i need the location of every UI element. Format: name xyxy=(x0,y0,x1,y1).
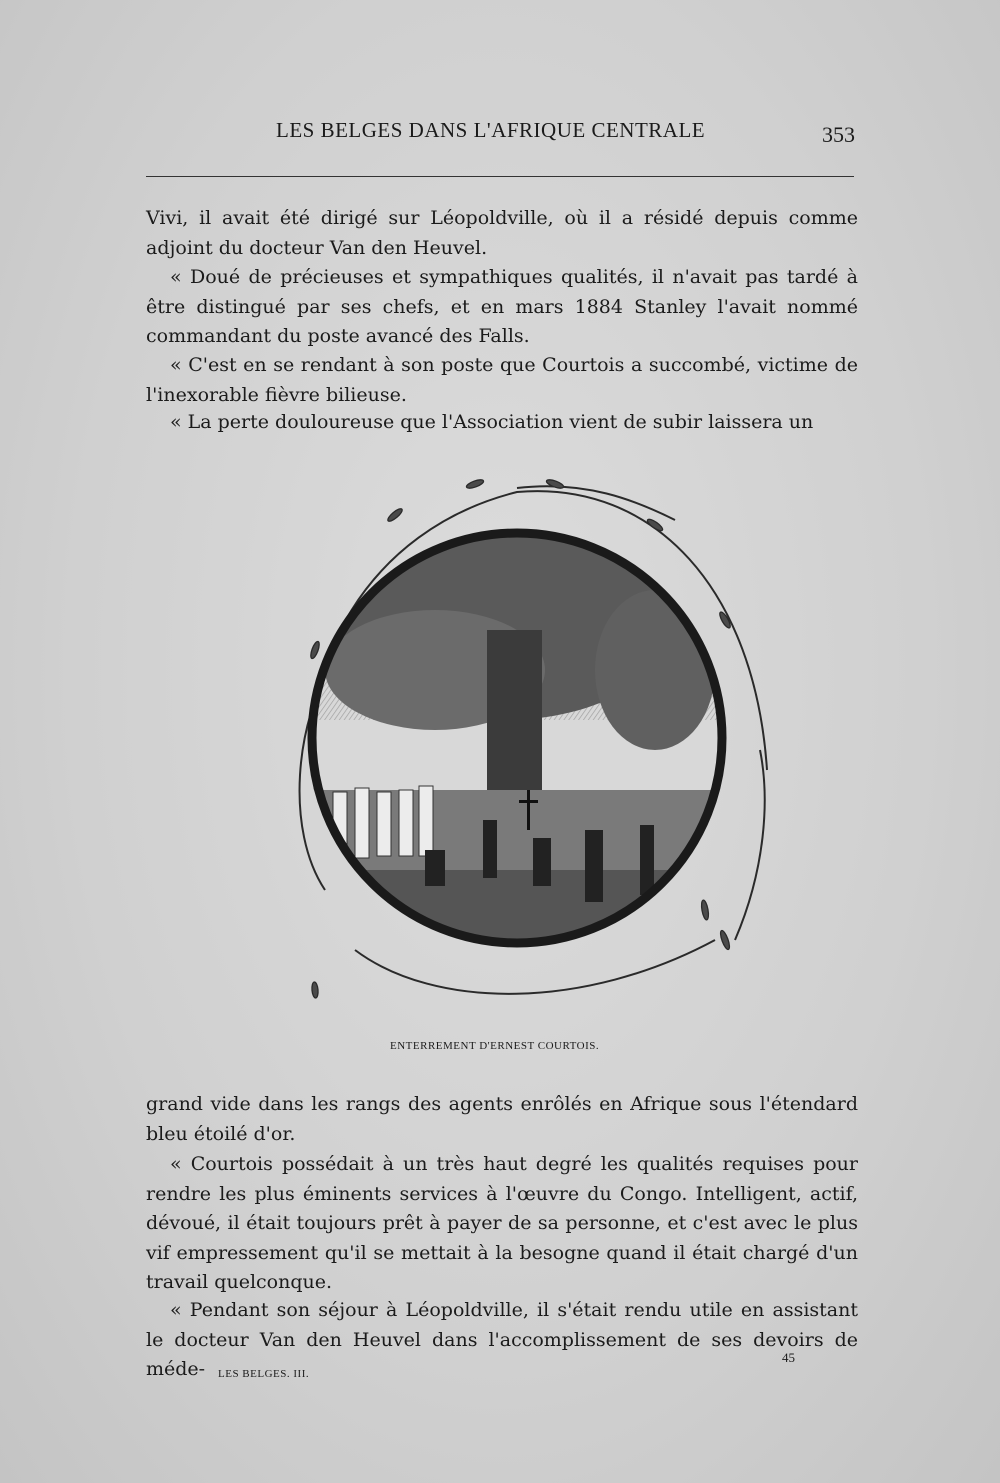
engraving-illustration xyxy=(255,470,775,1015)
running-title: LES BELGES DANS L'AFRIQUE CENTRALE xyxy=(276,118,706,142)
header-rule xyxy=(146,176,854,177)
footer-signature: LES BELGES. III. xyxy=(218,1368,310,1380)
paragraph: « Pendant son séjour à Léopoldville, il s'était rendu utile en assistant le docteur Van den Heuvel dans l'accomplissement de ses devoirs de méde- xyxy=(146,1299,858,1380)
paragraph: « La perte douloureuse que l'Association vient de subir laissera un xyxy=(170,411,814,433)
paragraph: « Doué de précieuses et sympathiques qualités, il n'avait pas tardé à être distingué par ses chefs, et en mars 1884 Stanley l'avait nommé commandant du poste avancé des Falls. xyxy=(146,266,858,347)
paragraph: « Courtois possédait à un très haut degré les qualités requises pour rendre les plus éminents services à l'œuvre du Congo. Intelligent, actif, dévoué, il était toujours prêt à payer de sa personne, et c'est avec le plus vif empressement qu'il se mettait à la besogne quand il était chargé d'un travail quelconque. xyxy=(146,1153,858,1293)
paragraph: Vivi, il avait été dirigé sur Léopoldville, où il a résidé depuis comme adjoint du docteur Van den Heuvel. xyxy=(146,207,858,259)
page-number: 353 xyxy=(822,122,855,147)
sheet-number: 45 xyxy=(782,1350,795,1365)
paragraph: grand vide dans les rangs des agents enrôlés en Afrique sous l'étendard bleu étoilé d'or. xyxy=(146,1093,858,1145)
paragraph: « C'est en se rendant à son poste que Courtois a succombé, victime de l'inexorable fièvre bilieuse. xyxy=(146,354,858,406)
illustration-caption: ENTERREMENT D'ERNEST COURTOIS. xyxy=(390,1040,600,1052)
